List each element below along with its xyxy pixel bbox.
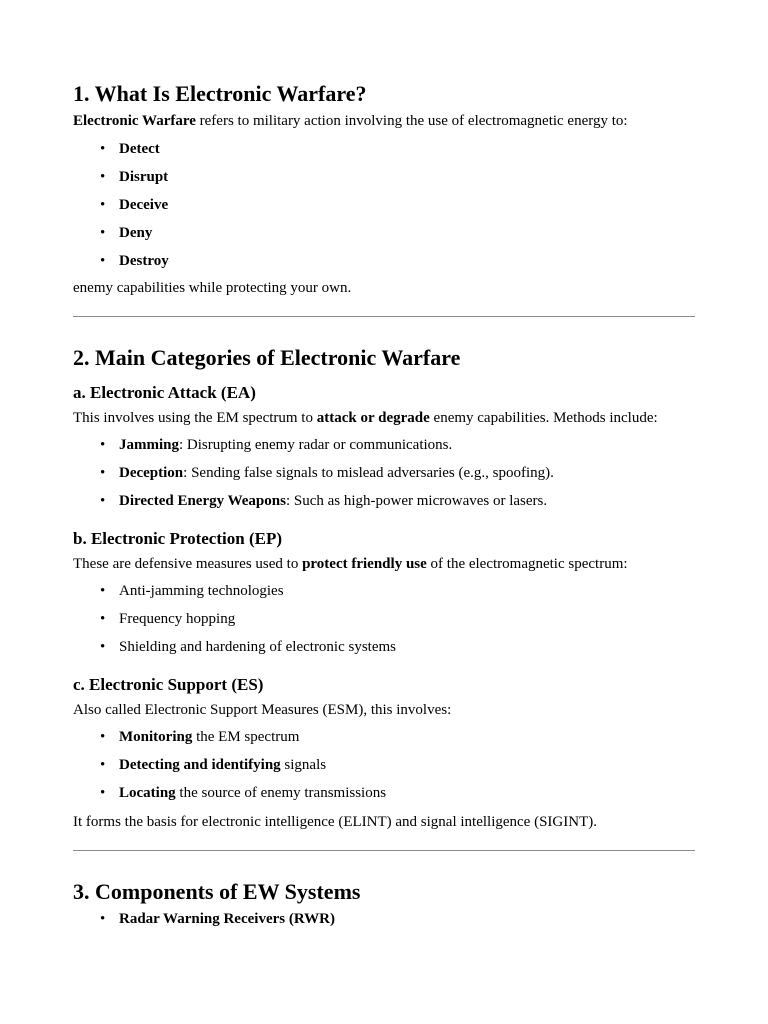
bullet-icon: • — [100, 225, 106, 241]
bullet-icon: • — [100, 437, 106, 453]
bullet-icon: • — [100, 583, 106, 599]
section-divider — [73, 850, 695, 851]
list-item: • Shielding and hardening of electronic systems — [100, 639, 397, 655]
list-item: • Deceive — [100, 197, 169, 213]
bullet-icon: • — [100, 141, 106, 157]
intro-text: refers to military action involving the use of electromagnetic energy to: — [195, 113, 628, 129]
list-item: • Detect — [100, 141, 160, 157]
section-3-list — [73, 909, 695, 929]
section-1-heading: 1. What Is Electronic Warfare? — [73, 81, 367, 106]
list-item: • Locating the source of enemy transmissions — [100, 785, 387, 801]
document-content — [73, 80, 695, 929]
list-item: • Deception: Sending false signals to mislead adversaries (e.g., spoofing). — [100, 465, 554, 481]
ea-heading: a. Electronic Attack (EA) — [73, 383, 256, 402]
list-item: • Detecting and identifying signals — [100, 757, 327, 773]
ep-list — [73, 581, 695, 657]
bullet-icon: • — [100, 197, 106, 213]
bullet-icon: • — [100, 757, 106, 773]
list-item: • Disrupt — [100, 169, 169, 185]
es-heading: c. Electronic Support (ES) — [73, 675, 264, 694]
list-item: • Destroy — [100, 253, 169, 269]
section-divider — [73, 316, 695, 317]
ep-intro: These are defensive measures used to protect friendly use of the electromagnetic spectrum: — [73, 556, 628, 572]
list-item: • Radar Warning Receivers (RWR) — [100, 911, 335, 927]
bullet-icon: • — [100, 465, 106, 481]
list-item: • Frequency hopping — [100, 611, 236, 627]
list-item: • Directed Energy Weapons: Such as high-power microwaves or lasers. — [100, 493, 548, 509]
section-3-heading: 3. Components of EW Systems — [73, 879, 361, 904]
bullet-icon: • — [100, 169, 106, 185]
bullet-icon: • — [100, 253, 106, 269]
section-2-heading: 2. Main Categories of Electronic Warfare — [73, 345, 461, 370]
bullet-icon: • — [100, 493, 106, 509]
es-intro: Also called Electronic Support Measures (ESM), this involves: — [73, 702, 452, 718]
ea-intro: This involves using the EM spectrum to attack or degrade enemy capabilities. Methods include: — [73, 410, 658, 426]
list-item: • Anti-jamming technologies — [100, 583, 284, 599]
section-1-list — [73, 139, 695, 271]
ep-heading: b. Electronic Protection (EP) — [73, 529, 282, 548]
section-1-intro — [73, 111, 695, 131]
intro-term: Electronic Warfare — [73, 113, 196, 129]
ea-list — [73, 435, 695, 511]
list-item: • Monitoring the EM spectrum — [100, 729, 300, 745]
es-list — [73, 727, 695, 803]
bullet-icon: • — [100, 729, 106, 745]
bullet-icon: • — [100, 911, 106, 927]
list-item: • Jamming: Disrupting enemy radar or communications. — [100, 437, 453, 453]
bullet-icon: • — [100, 639, 106, 655]
section-1-outro: enemy capabilities while protecting your own. — [73, 280, 352, 296]
bullet-icon: • — [100, 785, 106, 801]
es-outro: It forms the basis for electronic intelligence (ELINT) and signal intelligence (SIGINT). — [73, 814, 597, 830]
list-item: • Deny — [100, 225, 153, 241]
bullet-icon: • — [100, 611, 106, 627]
